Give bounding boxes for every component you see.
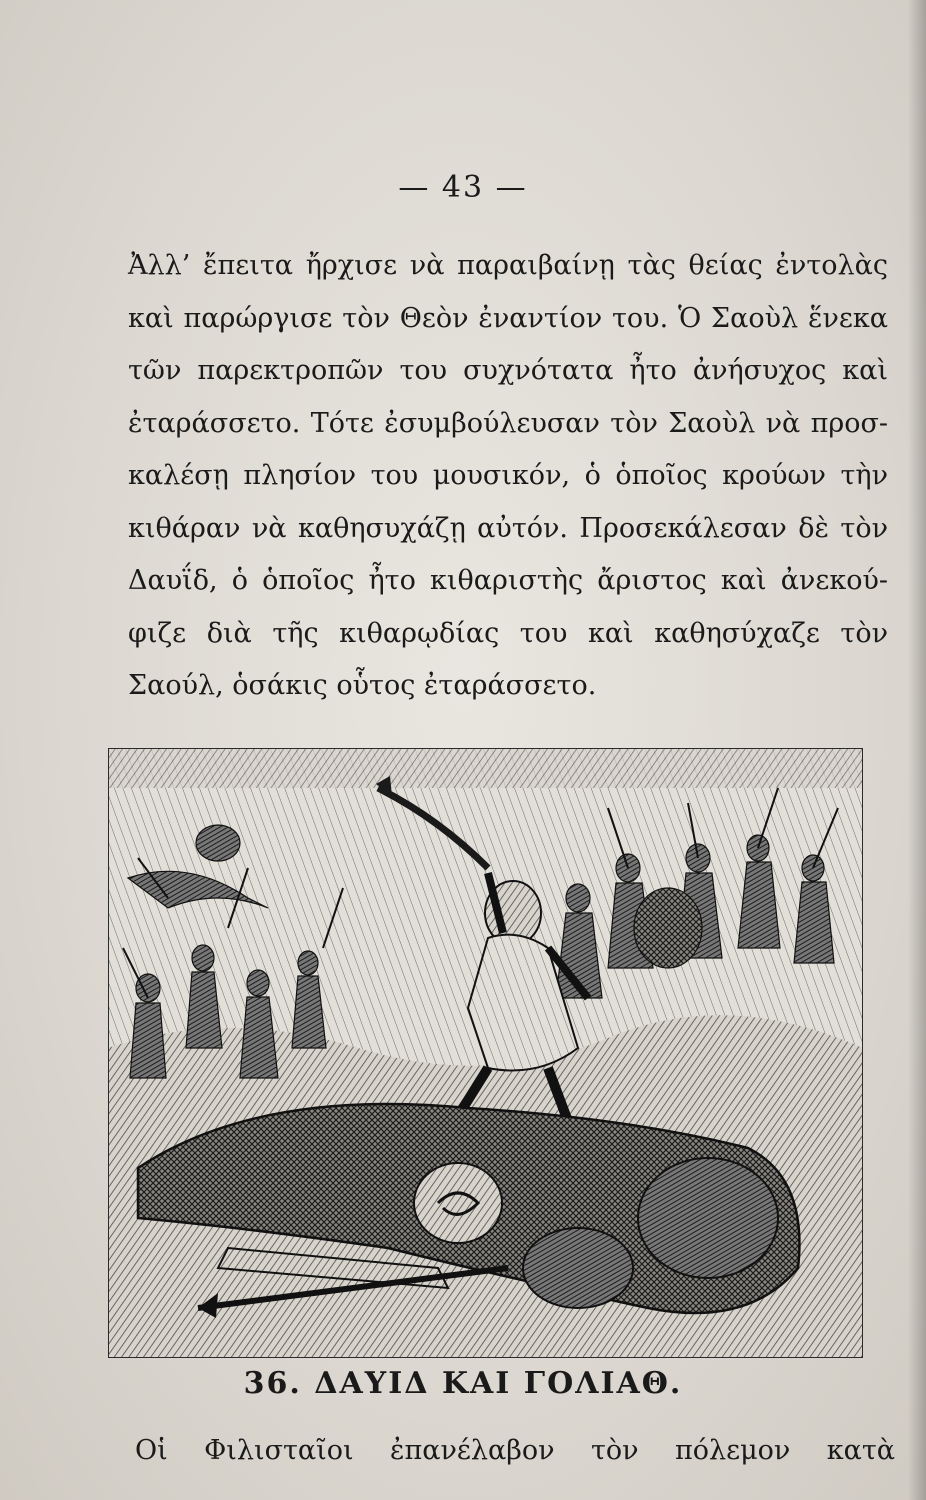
text-line: κιθάραν νὰ καθησυχάζῃ αὐτόν. Προσεκάλεσαν δὲ τὸν <box>128 512 888 544</box>
illustration-caption: 36. ΔΑΥΙΔ ΚΑΙ ΓΟΛΙΑΘ. <box>243 1366 683 1401</box>
text-line: φιζε διὰ τῆς κιθαρῳδίας του καὶ καθησύχαζε τὸν <box>128 617 888 649</box>
text-line: Σαούλ, ὁσάκις οὗτος ἐταράσσετο. <box>128 670 597 701</box>
paragraph <box>128 240 888 713</box>
text-line: τῶν παρεκτροπῶν του συχνότατα ἦτο ἀνήσυχος καὶ <box>128 355 888 386</box>
text-line: ἐταράσσετο. Τότε ἐσυμβούλευσαν τὸν Σαοὺλ νὰ προσ- <box>128 407 888 439</box>
show-through-texture <box>600 10 920 240</box>
text-line: Ἀλλ’ ἔπειτα ἤρχισε νὰ παραιβαίνῃ τὰς θείας ἐντολὰς <box>128 250 888 281</box>
page-edge-shadow <box>908 0 926 1500</box>
goliath-head <box>523 1228 633 1308</box>
engraving-illustration <box>108 748 863 1358</box>
text-line: καλέσῃ πλησίον του μουσικόν, ὁ ὁποῖος κρούων τὴν <box>128 460 888 491</box>
continuation-line: Οἱ Φιλισταῖοι ἐπανέλαβον τὸν πόλεμον κατὰ <box>135 1435 895 1466</box>
text-line: καὶ παρώργισε τὸν Θεὸν ἐναντίον του. Ὁ Σαοὺλ ἕνεκα <box>128 302 888 334</box>
text-line: Δαυΐδ, ὁ ὁποῖος ἦτο κιθαριστὴς ἄριστος καὶ ἀνεκού- <box>128 565 888 596</box>
goliath-shield <box>638 1158 778 1278</box>
page-number: — 43 — <box>398 170 528 205</box>
